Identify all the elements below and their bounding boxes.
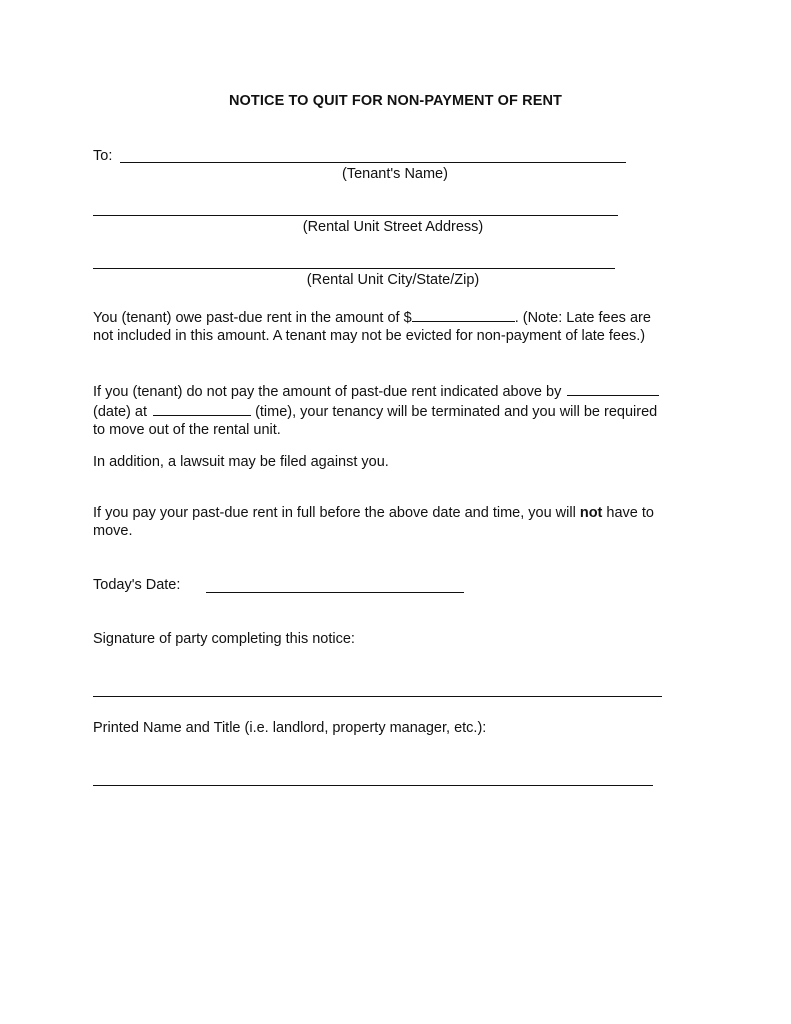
pay-in-full-text-2: have to [606, 505, 654, 521]
not-emphasis: not [579, 505, 603, 521]
pay-in-full-text-1: If you pay your past-due rent in full before the above date and time, you will [93, 505, 576, 521]
todays-date-field[interactable] [206, 592, 464, 593]
printed-name-label: Printed Name and Title (i.e. landlord, property manager, etc.): [93, 720, 487, 736]
past-due-paragraph [93, 307, 695, 345]
termination-paragraph [93, 381, 695, 439]
late-fees-note-text-2: not included in this amount. A tenant may not be evicted for non-payment of late fees.) [93, 328, 646, 344]
termination-text-1: If you (tenant) do not pay the amount of past-due rent indicated above by [93, 384, 562, 400]
tenant-name-field[interactable] [120, 162, 626, 163]
signature-field[interactable] [93, 696, 662, 697]
termination-text-3: to move out of the rental unit. [93, 422, 281, 438]
street-address-field[interactable] [93, 215, 618, 216]
city-state-zip-caption: (Rental Unit City/State/Zip) [306, 272, 480, 288]
late-fees-note-text: . (Note: Late fees are [514, 310, 651, 326]
termination-text-2b: (time), your tenancy will be terminated and you will be required [255, 404, 658, 420]
amount-field[interactable] [412, 307, 515, 322]
signature-label: Signature of party completing this notice: [93, 631, 355, 647]
pay-in-full-text-3: move. [93, 523, 133, 539]
tenant-name-caption: (Tenant's Name) [342, 166, 448, 182]
printed-name-field[interactable] [93, 785, 653, 786]
city-state-zip-field[interactable] [93, 268, 615, 269]
document-title: NOTICE TO QUIT FOR NON-PAYMENT OF RENT [228, 93, 562, 109]
due-date-field[interactable] [567, 381, 659, 396]
lawsuit-text: In addition, a lawsuit may be filed against you. [93, 454, 389, 470]
to-label: To: [93, 148, 113, 164]
street-address-caption: (Rental Unit Street Address) [302, 219, 484, 235]
pay-in-full-paragraph [93, 504, 695, 540]
todays-date-label: Today's Date: [93, 577, 181, 593]
termination-text-2a: (date) at [93, 404, 147, 420]
due-time-field[interactable] [153, 401, 251, 416]
past-due-text: You (tenant) owe past-due rent in the amount of $ [93, 310, 412, 326]
